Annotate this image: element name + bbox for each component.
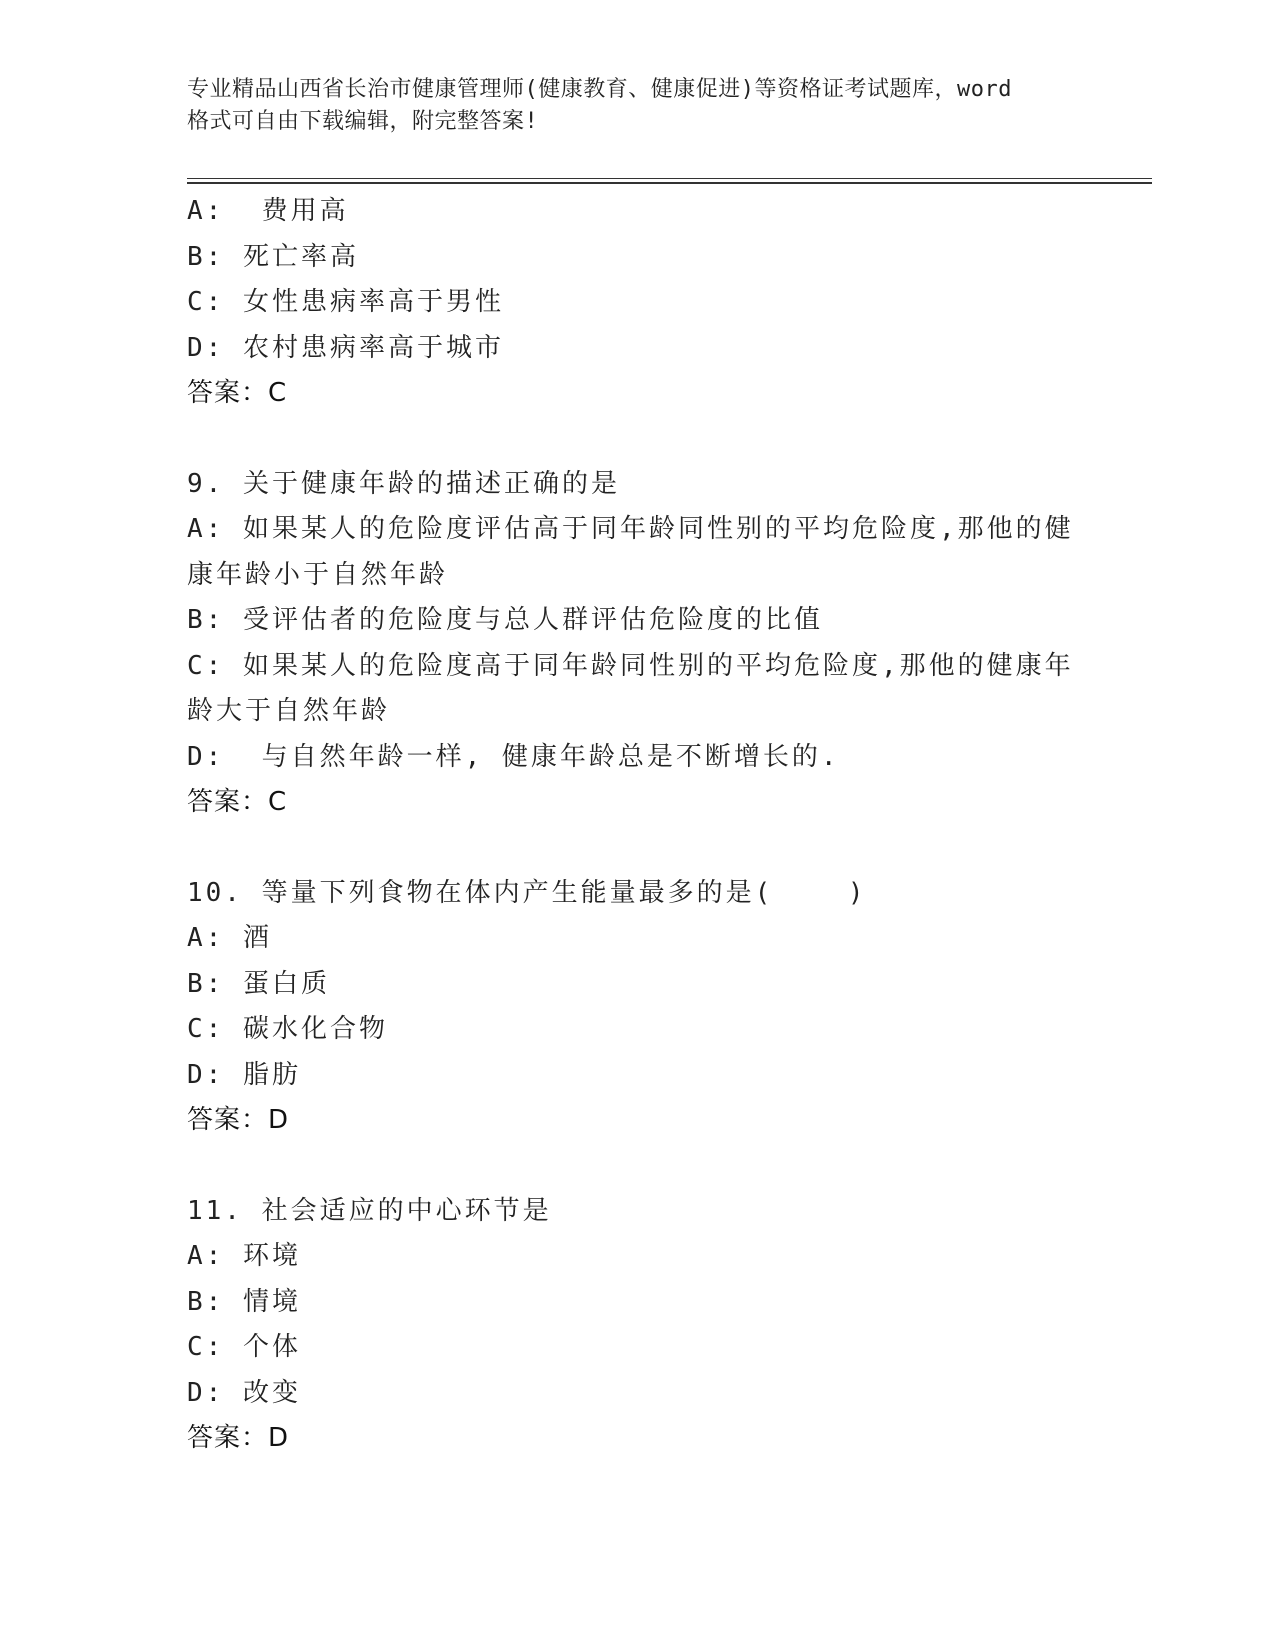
option-a: A: 如果某人的危险度评估高于同年龄同性别的平均危险度,那他的健 <box>187 514 1074 544</box>
option-a: A: 环境 <box>187 1241 301 1271</box>
option-c: C: 女性患病率高于男性 <box>187 287 504 317</box>
answer-line: 答案：C <box>187 378 288 408</box>
spacer <box>187 417 1087 462</box>
option-b: B: 受评估者的危险度与总人群评估危险度的比值 <box>187 605 823 635</box>
question-text: 10. 等量下列食物在体内产生能量最多的是( ) <box>187 877 867 908</box>
header-line-2: 格式可自由下载编辑，附完整答案! <box>187 109 539 134</box>
question-text: 11. 社会适应的中心环节是 <box>187 1195 552 1226</box>
option-c-continued: 龄大于自然年龄 <box>187 696 391 726</box>
spacer <box>187 1144 1087 1189</box>
answer-line: 答案：D <box>187 1423 290 1453</box>
question-block-9 <box>187 462 1087 826</box>
option-b: B: 情境 <box>187 1286 301 1317</box>
option-b: B: 死亡率高 <box>187 241 359 272</box>
header-line-1: 专业精品山西省长治市健康管理师(健康教育、健康促进)等资格证考试题库，word <box>187 77 1012 102</box>
option-b: B: 蛋白质 <box>187 968 330 999</box>
option-d: D: 改变 <box>187 1377 301 1408</box>
question-block-8 <box>187 189 1087 417</box>
option-a-continued: 康年龄小于自然年龄 <box>187 559 449 590</box>
answer-line: 答案：D <box>187 1105 290 1135</box>
question-block-11 <box>187 1189 1087 1462</box>
question-block-10 <box>187 871 1087 1144</box>
option-d: D: 与自然年龄一样, 健康年龄总是不断增长的. <box>187 741 840 772</box>
option-c: C: 碳水化合物 <box>187 1014 388 1044</box>
option-d: D: 农村患病率高于城市 <box>187 332 504 363</box>
option-a: A: 费用高 <box>187 196 349 226</box>
header-divider-thick <box>187 182 1152 184</box>
document-header <box>187 74 1087 138</box>
question-text: 9. 关于健康年龄的描述正确的是 <box>187 468 620 499</box>
option-c: C: 如果某人的危险度高于同年龄同性别的平均危险度,那他的健康年 <box>187 650 1074 681</box>
answer-line: 答案：C <box>187 787 288 817</box>
option-d: D: 脂肪 <box>187 1059 301 1090</box>
option-a: A: 酒 <box>187 923 272 953</box>
header-divider-thin <box>187 178 1152 179</box>
question-list <box>187 189 1087 1462</box>
option-c: C: 个体 <box>187 1332 301 1362</box>
spacer <box>187 826 1087 871</box>
